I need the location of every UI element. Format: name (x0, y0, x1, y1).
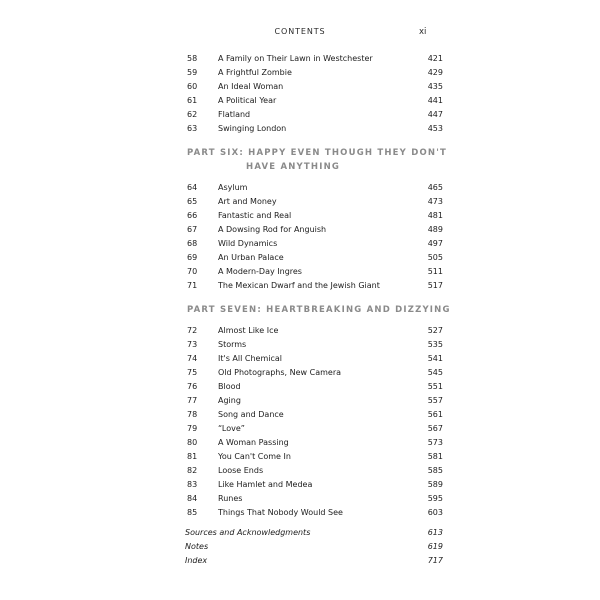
back-matter-entry[interactable] (0, 526, 600, 540)
toc-entry[interactable] (0, 464, 600, 478)
toc-entry[interactable] (0, 408, 600, 422)
page-number: 481 (427, 211, 443, 220)
page-number: 511 (427, 267, 443, 276)
chapter-title: A Dowsing Rod for Anguish (218, 225, 327, 234)
running-head (0, 27, 600, 39)
chapter-title: Asylum (218, 183, 248, 192)
chapter-number: 70 (187, 267, 198, 276)
page-number: 541 (427, 354, 443, 363)
toc-entry[interactable] (0, 352, 600, 366)
chapter-number: 72 (187, 326, 198, 335)
toc-entry[interactable] (0, 94, 600, 108)
toc-entry[interactable] (0, 324, 600, 338)
back-matter-entry[interactable] (0, 554, 600, 568)
page-number: 473 (427, 197, 443, 206)
toc-entry[interactable] (0, 265, 600, 279)
chapter-number: 84 (187, 494, 198, 503)
chapter-number: 78 (187, 410, 198, 419)
chapter-title: A Woman Passing (218, 438, 289, 447)
chapter-number: 65 (187, 197, 198, 206)
toc-entry[interactable] (0, 237, 600, 251)
toc-entry[interactable] (0, 422, 600, 436)
table-of-contents (0, 52, 600, 568)
chapter-title: Fantastic and Real (218, 211, 292, 220)
page-number: 573 (427, 438, 443, 447)
chapter-number: 67 (187, 225, 198, 234)
page-number: 505 (427, 253, 443, 262)
chapter-number: 82 (187, 466, 198, 475)
chapter-title: A Political Year (218, 96, 277, 105)
chapter-title: A Frightful Zombie (218, 68, 292, 77)
toc-entry[interactable] (0, 108, 600, 122)
chapter-number: 75 (187, 368, 198, 377)
page-number: 589 (427, 480, 443, 489)
page-number: 535 (427, 340, 443, 349)
back-matter-title: Sources and Acknowledgments (185, 528, 311, 537)
chapter-number: 64 (187, 183, 198, 192)
page-number: 619 (427, 542, 443, 551)
chapter-title: Runes (218, 494, 243, 503)
toc-entry[interactable] (0, 436, 600, 450)
page-number: 585 (427, 466, 443, 475)
page-number: 497 (427, 239, 443, 248)
toc-entry[interactable] (0, 366, 600, 380)
page-number: 557 (427, 396, 443, 405)
chapter-title: Swinging London (218, 124, 287, 133)
chapter-number: 81 (187, 452, 198, 461)
toc-entry[interactable] (0, 450, 600, 464)
back-matter-title: Notes (185, 542, 209, 551)
chapter-number: 76 (187, 382, 198, 391)
part-heading-line: HAVE ANYTHING (246, 162, 341, 172)
page-number: 441 (427, 96, 443, 105)
toc-entry[interactable] (0, 195, 600, 209)
chapter-title: A Modern-Day Ingres (218, 267, 302, 276)
toc-entry[interactable] (0, 380, 600, 394)
chapter-title: A Family on Their Lawn in Westchester (218, 54, 373, 63)
chapter-number: 77 (187, 396, 198, 405)
page-folio: xi (419, 27, 427, 37)
page-number: 489 (427, 225, 443, 234)
toc-entry[interactable] (0, 66, 600, 80)
page-title: CONTENTS (274, 27, 326, 36)
chapter-number: 73 (187, 340, 198, 349)
page-number: 421 (427, 54, 443, 63)
chapter-title: An Ideal Woman (218, 82, 284, 91)
part-heading-line: PART SEVEN: HEARTBREAKING AND DIZZYING (187, 305, 451, 315)
chapter-title: An Urban Palace (218, 253, 284, 262)
toc-entry[interactable] (0, 209, 600, 223)
page-number: 545 (427, 368, 443, 377)
chapter-number: 68 (187, 239, 198, 248)
chapter-title: Loose Ends (218, 466, 264, 475)
chapter-number: 80 (187, 438, 198, 447)
chapter-title: Storms (218, 340, 247, 349)
toc-entry[interactable] (0, 394, 600, 408)
toc-entry[interactable] (0, 338, 600, 352)
chapter-number: 63 (187, 124, 198, 133)
toc-entry[interactable] (0, 492, 600, 506)
chapter-number: 83 (187, 480, 198, 489)
part-heading-line: PART SIX: HAPPY EVEN THOUGH THEY DON'T (187, 148, 447, 158)
page-number: 613 (427, 528, 443, 537)
back-matter (0, 526, 600, 568)
chapter-title: It's All Chemical (218, 354, 282, 363)
page-number: 429 (427, 68, 443, 77)
chapter-number: 85 (187, 508, 198, 517)
chapter-title: Flatland (218, 110, 251, 119)
chapter-title: Old Photographs, New Camera (218, 368, 342, 377)
toc-entry[interactable] (0, 506, 600, 520)
toc-entry[interactable] (0, 279, 600, 293)
page-number: 435 (427, 82, 443, 91)
part-heading (0, 303, 600, 317)
toc-entry[interactable] (0, 251, 600, 265)
page-number: 595 (427, 494, 443, 503)
toc-entry[interactable] (0, 52, 600, 66)
chapter-title: Almost Like Ice (218, 326, 279, 335)
chapter-number: 62 (187, 110, 198, 119)
chapter-number: 59 (187, 68, 198, 77)
chapter-title: “Love” (218, 424, 245, 433)
page-number: 717 (427, 556, 443, 565)
chapter-number: 60 (187, 82, 198, 91)
page-number: 517 (427, 281, 443, 290)
chapter-number: 74 (187, 354, 198, 363)
chapter-title: You Can't Come In (218, 452, 291, 461)
back-matter-title: Index (185, 556, 208, 565)
chapter-title: Blood (218, 382, 241, 391)
chapter-number: 79 (187, 424, 198, 433)
part-heading (0, 146, 600, 174)
chapter-title: Like Hamlet and Medea (218, 480, 313, 489)
page-number: 453 (427, 124, 443, 133)
chapter-title: Wild Dynamics (218, 239, 278, 248)
chapter-title: Song and Dance (218, 410, 284, 419)
toc-entry[interactable] (0, 80, 600, 94)
page-number: 527 (427, 326, 443, 335)
chapter-title: Things That Nobody Would See (218, 508, 343, 517)
page-number: 567 (427, 424, 443, 433)
chapter-title: The Mexican Dwarf and the Jewish Giant (218, 281, 380, 290)
toc-entry[interactable] (0, 181, 600, 195)
page-number: 465 (427, 183, 443, 192)
chapter-number: 66 (187, 211, 198, 220)
chapter-number: 58 (187, 54, 198, 63)
chapter-number: 61 (187, 96, 198, 105)
chapter-title: Art and Money (218, 197, 277, 206)
page-number: 551 (427, 382, 443, 391)
chapter-number: 71 (187, 281, 198, 290)
page-number: 561 (427, 410, 443, 419)
page-number: 603 (427, 508, 443, 517)
toc-entry[interactable] (0, 478, 600, 492)
toc-entry[interactable] (0, 223, 600, 237)
chapter-number: 69 (187, 253, 198, 262)
back-matter-entry[interactable] (0, 540, 600, 554)
toc-entry[interactable] (0, 122, 600, 136)
chapter-title: Aging (218, 396, 241, 405)
page-number: 581 (427, 452, 443, 461)
page-number: 447 (427, 110, 443, 119)
